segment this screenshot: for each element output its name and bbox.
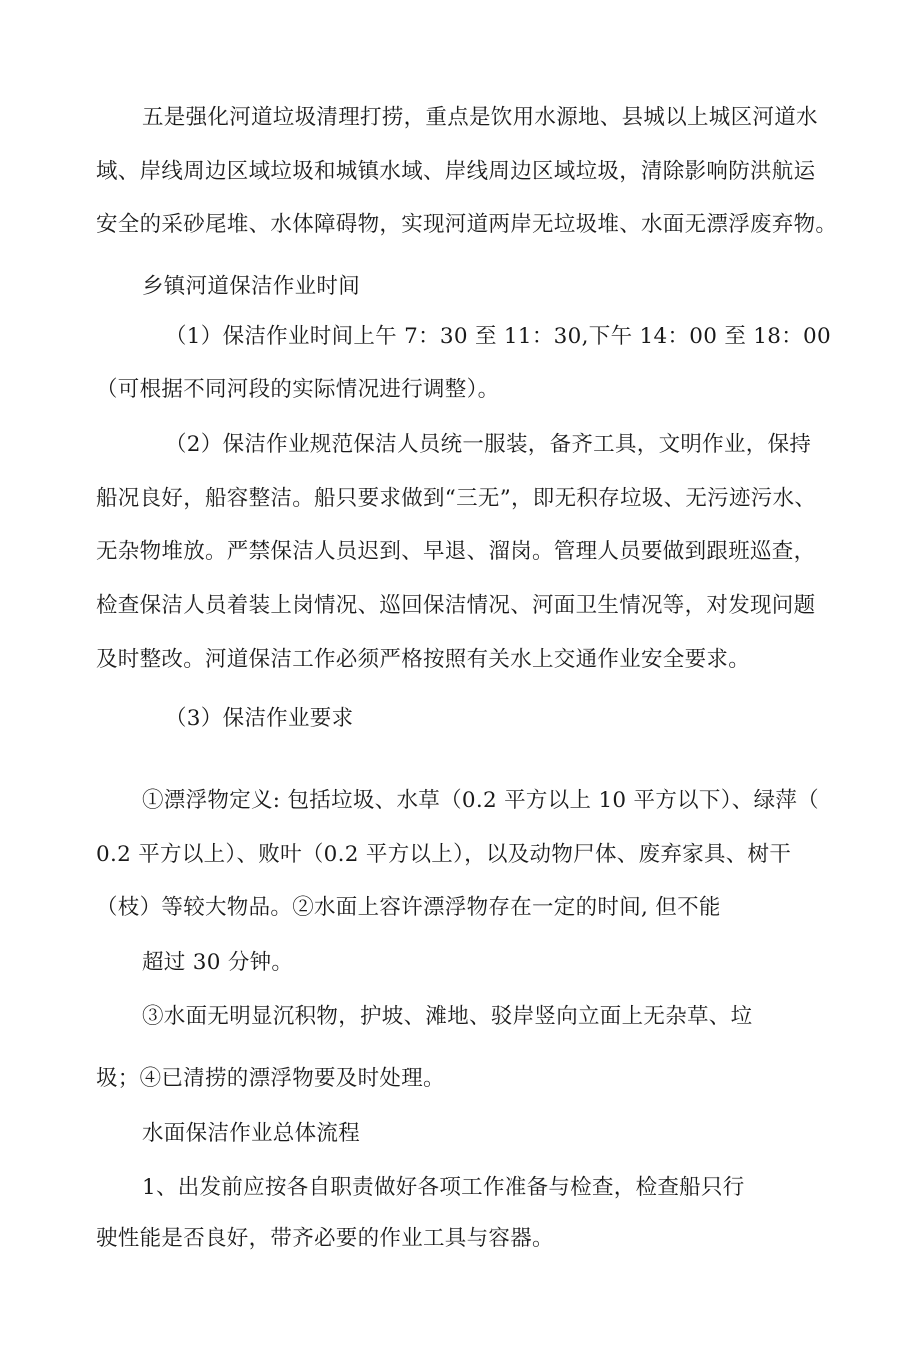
text-line: ③水面无明显沉积物，护坡、滩地、驳岸竖向立面上无杂草、垃 bbox=[142, 1004, 753, 1029]
text-line: 安全的采砂尾堆、水体障碍物，实现河道两岸无垃圾堆、水面无漂浮废弃物。 bbox=[96, 212, 838, 237]
text-line: 驶性能是否良好，带齐必要的作业工具与容器。 bbox=[96, 1226, 554, 1251]
text-line: 圾；④已清捞的漂浮物要及时处理。 bbox=[96, 1066, 445, 1091]
text-line: 域、岸线周边区域垃圾和城镇水域、岸线周边区域垃圾，清除影响防洪航运 bbox=[96, 159, 816, 184]
text-line: （2）保洁作业规范保洁人员统一服装，备齐工具，文明作业，保持 bbox=[165, 432, 812, 457]
text-line: ①漂浮物定义: 包括垃圾、水草（0.2 平方以上 10 平方以下）、绿萍（ bbox=[142, 788, 819, 813]
text-line: 0.2 平方以上）、败叶（0.2 平方以上），以及动物尸体、废弃家具、树干 bbox=[96, 842, 792, 867]
text-line: 及时整改。河道保洁工作必须严格按照有关水上交通作业安全要求。 bbox=[96, 647, 751, 672]
text-line: （枝）等较大物品。②水面上容许漂浮物存在一定的时间, 但不能 bbox=[96, 895, 721, 920]
section-heading: （3）保洁作业要求 bbox=[165, 706, 354, 731]
text-line: 船况良好，船容整洁。船只要求做到“三无”，即无积存垃圾、无污迹污水、 bbox=[96, 486, 817, 511]
section-heading: 水面保洁作业总体流程 bbox=[142, 1121, 361, 1146]
text-line: 五是强化河道垃圾清理打捞，重点是饮用水源地、县城以上城区河道水 bbox=[142, 105, 818, 130]
section-heading: 乡镇河道保洁作业时间 bbox=[142, 274, 361, 299]
text-line: （可根据不同河段的实际情况进行调整）。 bbox=[96, 377, 500, 402]
text-line: 超过 30 分钟。 bbox=[142, 950, 294, 975]
text-line: 检查保洁人员着装上岗情况、巡回保洁情况、河面卫生情况等，对发现问题 bbox=[96, 593, 816, 618]
text-line: 无杂物堆放。严禁保洁人员迟到、早退、溜岗。管理人员要做到跟班巡查， bbox=[96, 539, 816, 564]
text-line: 1、出发前应按各自职责做好各项工作准备与检查，检查船只行 bbox=[142, 1175, 745, 1200]
text-line: （1）保洁作业时间上午 7：30 至 11：30,下午 14：00 至 18：00 bbox=[165, 324, 832, 349]
